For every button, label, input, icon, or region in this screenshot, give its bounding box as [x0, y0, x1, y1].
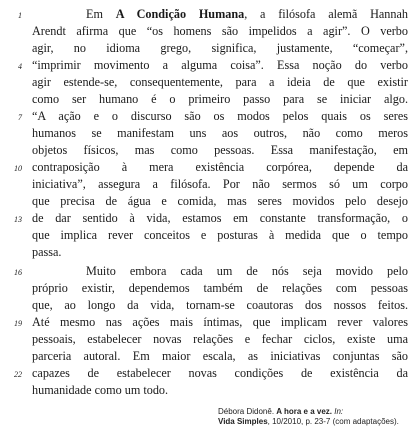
text-line [0, 108, 412, 124]
line-text: de dar sentido à vida, estamos em constante transformação, o [32, 211, 408, 225]
text-line [0, 382, 412, 398]
text-line [0, 193, 412, 209]
text-line [0, 280, 412, 296]
text-line [0, 74, 412, 90]
text-line [0, 6, 412, 22]
citation-details: , 10/2010, p. 23-7 (com adaptações). [267, 417, 399, 426]
text-line [0, 314, 412, 330]
line-text: Arendt afirma que “os homens são impelidos a agir”. O verbo [32, 24, 408, 38]
line-text-end: , a filósofa alemã Hannah [244, 7, 408, 21]
line-text-start: Em [86, 7, 116, 21]
text-line [0, 142, 412, 158]
line-number: 19 [14, 319, 22, 328]
line-text: iniciativa”, assegura a filósofa. Por não sermos só um corpo [32, 177, 408, 191]
line-text: que implica rever conceitos e posturas à medida que o tempo [32, 228, 408, 242]
line-text: que, ao longo da vida, tornam-se coautoras dos nossos feitos. [32, 298, 408, 312]
line-text: “imprimir movimento a alguma coisa”. Essa noção do verbo [32, 58, 408, 72]
citation-author: Débora Didonê. [218, 407, 275, 416]
line-text: agir, no idioma grego, significa, justamente, “começar”, [32, 41, 408, 55]
line-text: Até mesmo nas ações mais íntimas, que implicam rever valores [32, 315, 408, 329]
text-line [0, 331, 412, 347]
text-line [0, 244, 412, 260]
line-text: contraposição à mera existência corpórea, depende da [32, 160, 408, 174]
line-number: 4 [18, 62, 22, 71]
text-line [0, 263, 412, 279]
text-line [0, 91, 412, 107]
line-number: 10 [14, 164, 22, 173]
text-line [0, 227, 412, 243]
text-line [0, 348, 412, 364]
line-text: pessoais, estabelecer novas relações e fechar ciclos, existe uma [32, 332, 408, 346]
line-text: objetos físicos, mas como pessoas. Essa manifestação, em [32, 143, 408, 157]
line-number: 22 [14, 370, 22, 379]
line-number: 16 [14, 268, 22, 277]
line-text: próprio existir, dependemos também de relações com pessoas [32, 281, 408, 295]
line-number: 7 [18, 113, 22, 122]
text-line [0, 297, 412, 313]
citation-line-1 [218, 407, 408, 417]
line-text: que precisa de água e comida, mas seres movidos pelo desejo [32, 194, 408, 208]
line-text: humanidade como um todo. [32, 383, 169, 397]
line-text: passa. [32, 245, 62, 259]
text-line [0, 159, 412, 175]
line-text: agir estende-se, consequentemente, para a ideia de que existir [32, 75, 408, 89]
line-text: parceria autoral. Em maior escala, as iniciativas conjuntas são [32, 349, 408, 363]
line-text: Muito embora cada um de nós seja movido pelo [86, 264, 408, 278]
book-title: A Condição Humana [115, 7, 245, 21]
citation-in-label: In: [334, 407, 344, 416]
line-text: como ser humano é o primeiro passo para se iniciar algo. [32, 92, 408, 106]
line-text [86, 6, 408, 22]
line-text: “A ação e o discurso são os modos pelos quais os seres [32, 109, 408, 123]
text-line [0, 365, 412, 381]
line-text: capazes de estabelecer novas condições de existência da [32, 366, 408, 380]
text-line [0, 40, 412, 56]
line-number: 13 [14, 215, 22, 224]
text-line [0, 125, 412, 141]
citation-publication: Vida Simples [218, 417, 268, 426]
text-line [0, 176, 412, 192]
source-citation [218, 407, 408, 427]
text-line [0, 23, 412, 39]
citation-line-2 [218, 417, 408, 427]
text-line [0, 210, 412, 226]
line-number: 1 [18, 11, 22, 20]
line-text: humanos se manifestam uns aos outros, não como meros [32, 126, 408, 140]
citation-title: A hora e a vez. [276, 407, 333, 416]
text-line [0, 57, 412, 73]
